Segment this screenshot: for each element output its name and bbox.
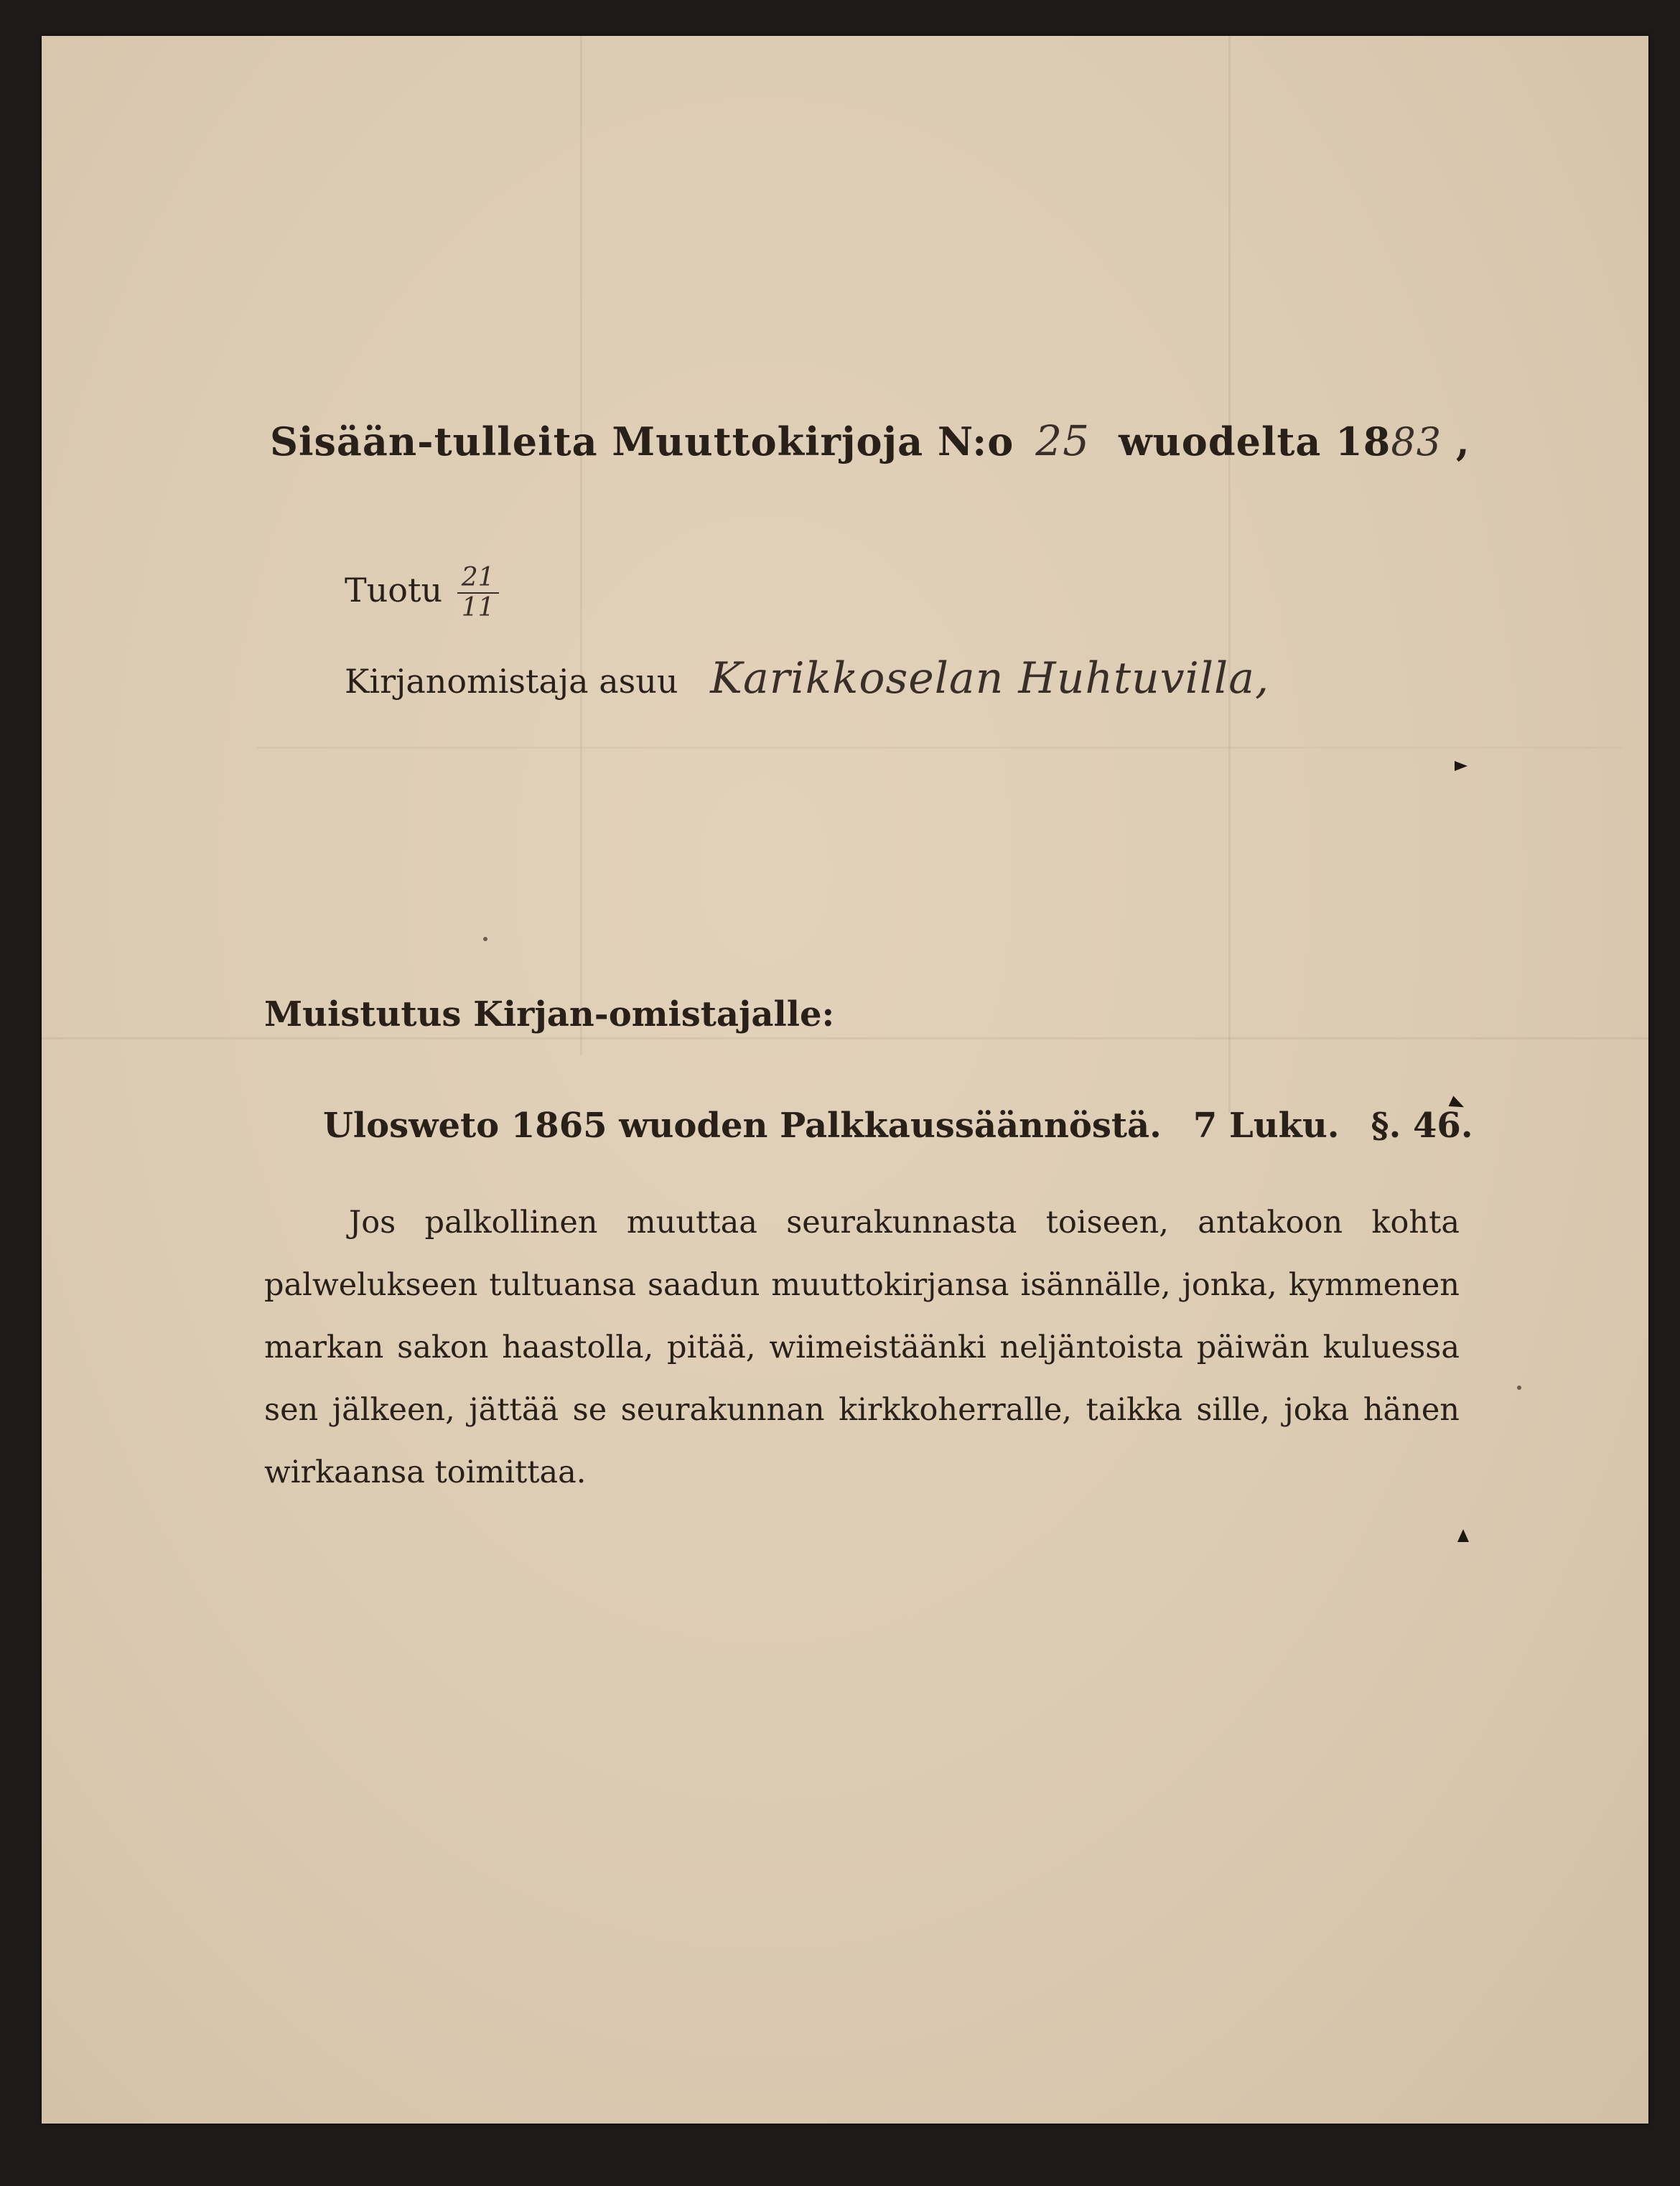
fold-line (1228, 36, 1231, 1113)
staple-mark (1457, 1529, 1469, 1542)
law-text-paragraph: Jos palkollinen muuttaa seurakunnasta toiseen, antakoon kohta palwelukseen tultuansa saadun muuttokirjansa isännälle, jonka, kymmenen markan sakon haastolla, pitää, wiimeistäänki neljäntoista päiwän kuluessa sen jälkeen, jättää se seurakunnan kirkkoherralle, taikka sille, joka hänen wirkaansa toimittaa. (264, 1205, 1460, 1490)
form-title (270, 416, 1470, 465)
title-year-prefix: wuodelta 18 (1119, 419, 1391, 464)
owner-line (345, 653, 1269, 704)
paper-sheet (42, 36, 1648, 2124)
title-suffix: , (1455, 419, 1470, 464)
ink-spot (483, 937, 487, 941)
received-month: 11 (461, 593, 495, 622)
fold-line (257, 747, 1621, 749)
ink-spot (1517, 1386, 1521, 1390)
fold-line (580, 36, 582, 1055)
law-source: Ulosweto 1865 wuoden Palkkaussäännöstä. (323, 1106, 1162, 1146)
received-date (457, 564, 499, 622)
fold-line (42, 1037, 1648, 1040)
owner-place-handwritten: Karikkoselan Huhtuvilla, (710, 653, 1270, 704)
received-day: 21 (457, 564, 499, 594)
memo-heading: Muistutus Kirjan-omistajalle: (264, 994, 835, 1034)
handwritten-number: 25 (1035, 416, 1091, 465)
law-section: §. 46. (1371, 1106, 1473, 1146)
staple-mark (1455, 761, 1467, 771)
received-label: Tuotu (345, 571, 443, 609)
law-chapter: 7 Luku. (1193, 1106, 1340, 1146)
law-reference (323, 1106, 1473, 1146)
title-prefix: Sisään-tulleita Muuttokirjoja N:o (270, 419, 1014, 464)
handwritten-year: 83 (1391, 419, 1442, 464)
received-line (345, 564, 499, 622)
owner-label: Kirjanomistaja asuu (345, 662, 678, 701)
